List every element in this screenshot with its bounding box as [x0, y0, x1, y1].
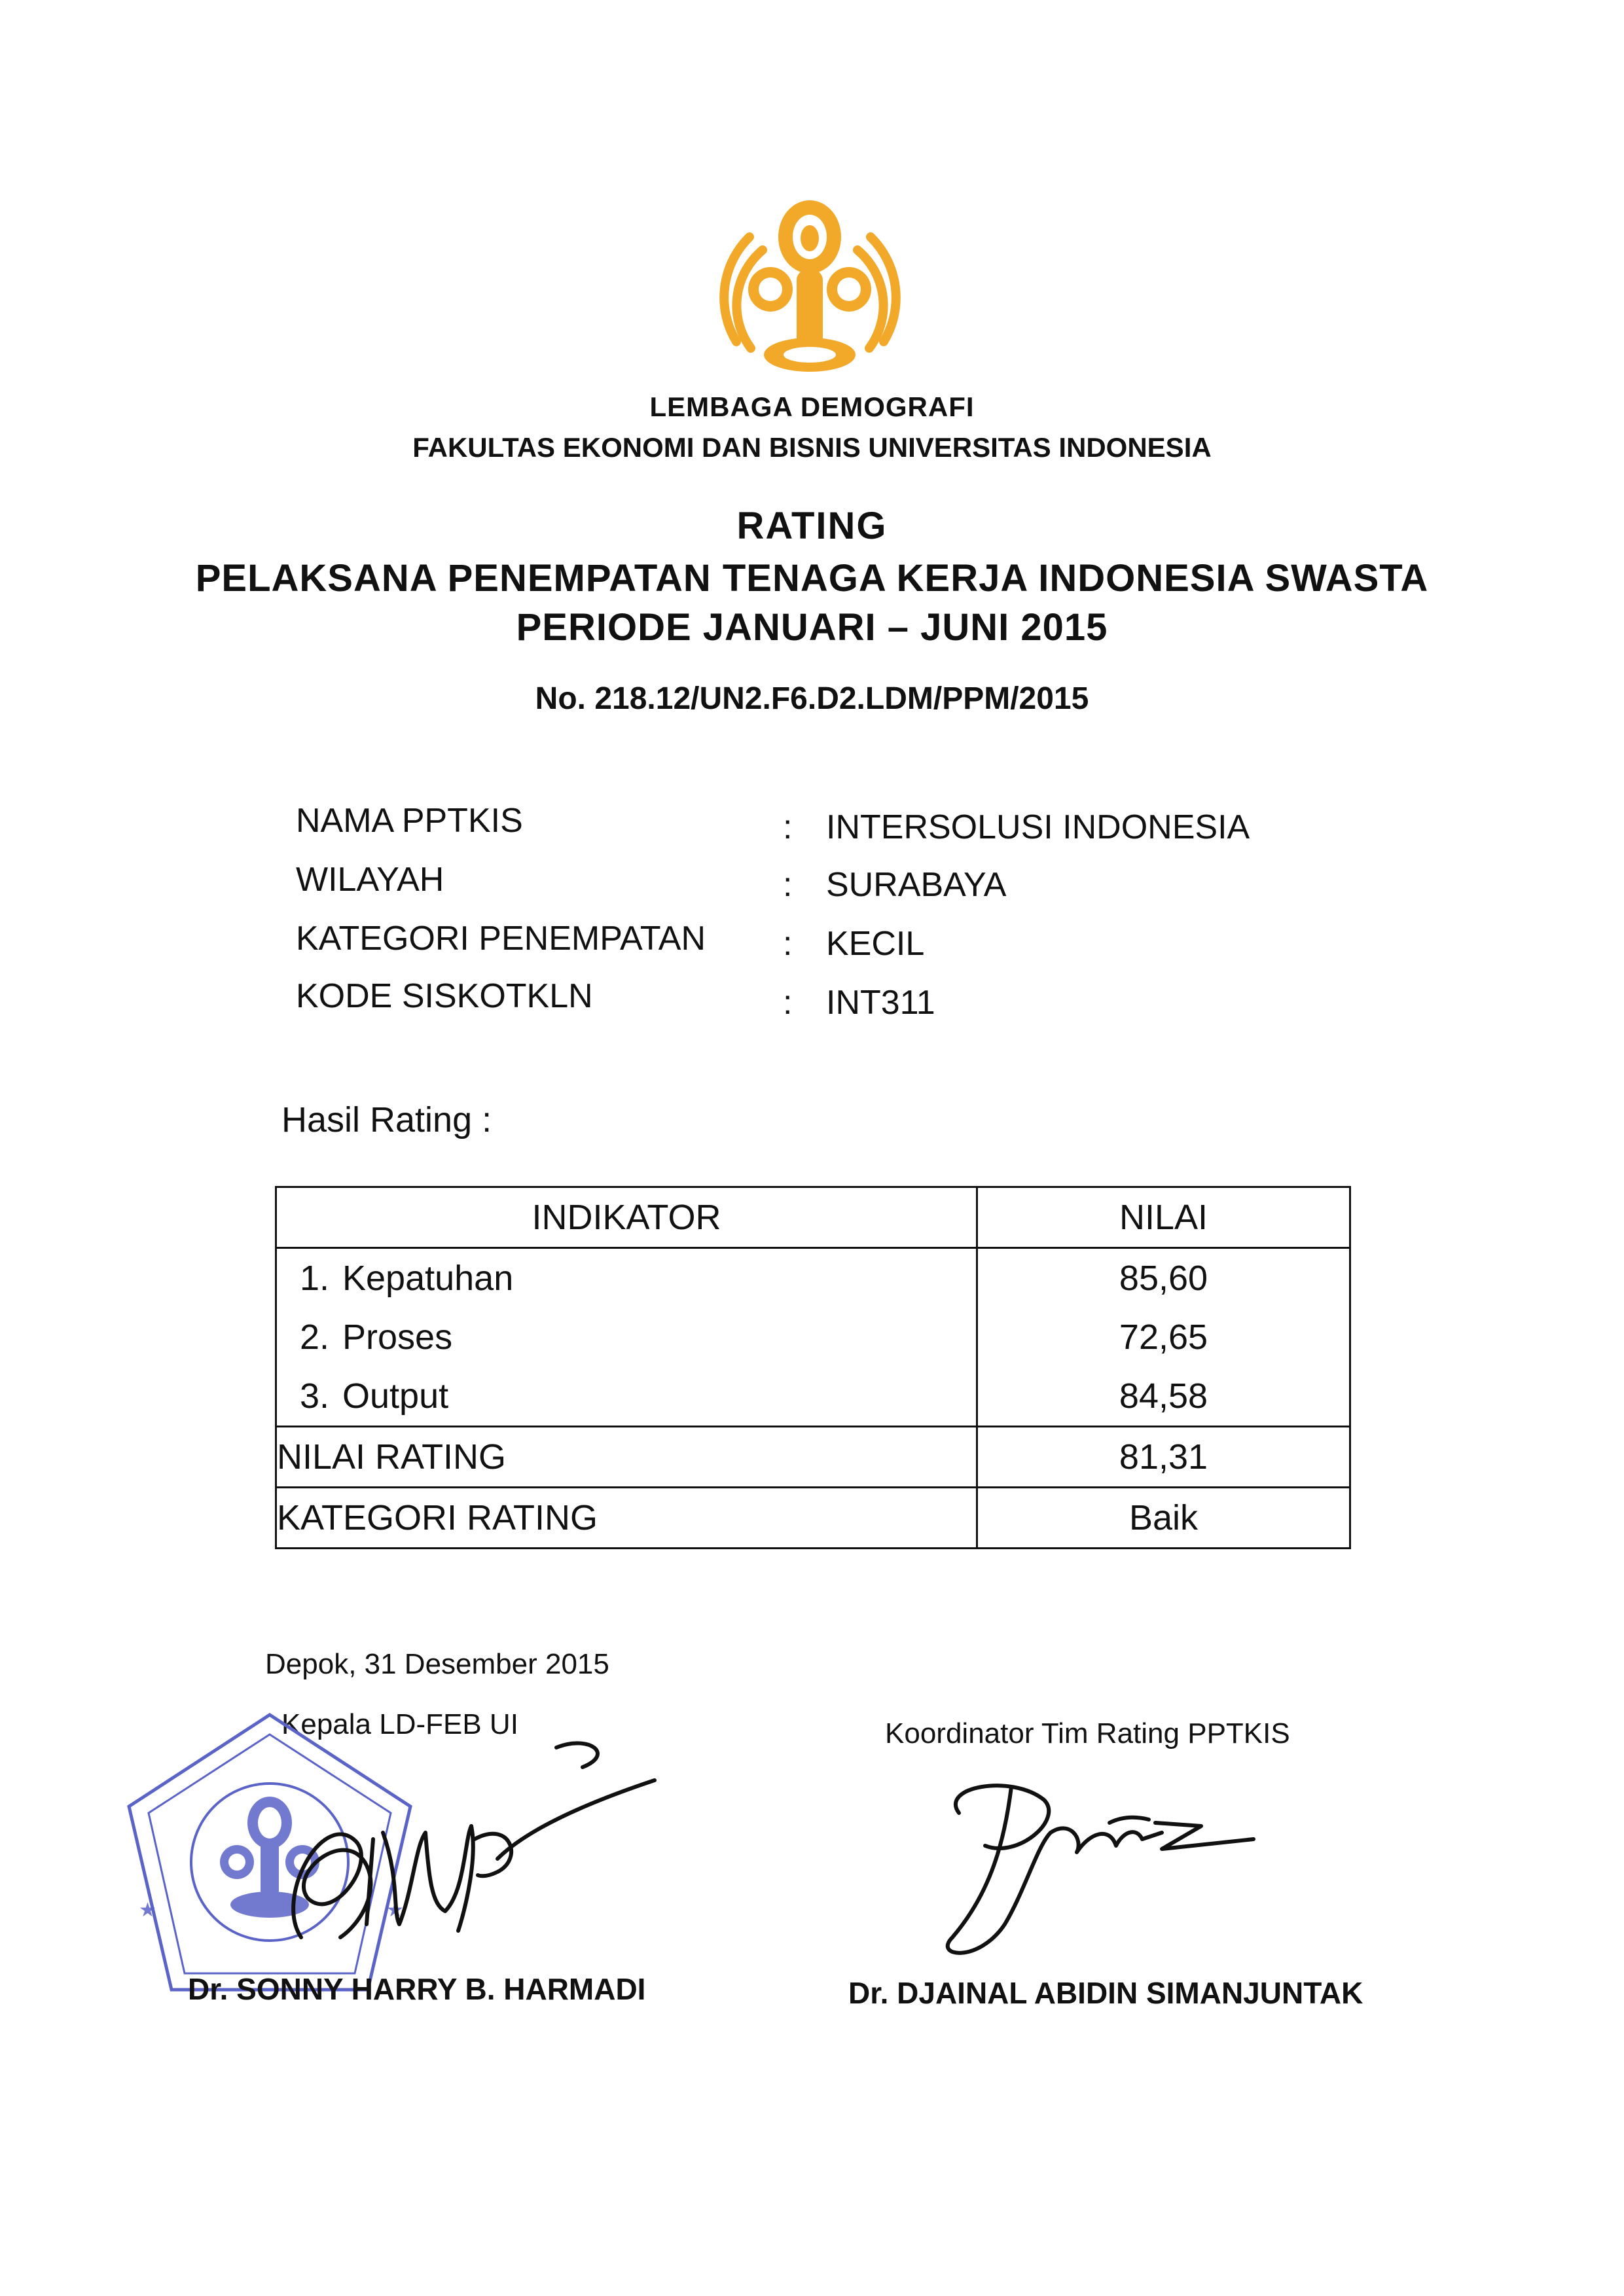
table-row [276, 1308, 1350, 1367]
row-label: Proses [342, 1318, 453, 1357]
kategori-rating-row [276, 1488, 1350, 1549]
row-number: 2. [299, 1318, 329, 1357]
right-signatory-title: Koordinator Tim Rating PPTKIS [885, 1717, 1290, 1749]
row-label: Output [342, 1376, 449, 1416]
document-period: PERIODE JANUARI – JUNI 2015 [516, 606, 1108, 649]
document-subtitle: PELAKSANA PENEMPATAN TENAGA KERJA INDONESIA SWASTA [195, 557, 1429, 600]
document-number: No. 218.12/UN2.F6.D2.LDM/PPM/2015 [535, 681, 1089, 716]
info-colon: : [783, 984, 793, 1022]
row-value: 84,58 [977, 1367, 1350, 1427]
nilai-rating-value: 81,31 [977, 1427, 1350, 1488]
info-label-kategori: KATEGORI PENEMPATAN [296, 920, 706, 958]
institution-name: LEMBAGA DEMOGRAFI [649, 391, 975, 422]
column-header-nilai: NILAI [977, 1187, 1350, 1248]
row-value: 72,65 [977, 1308, 1350, 1367]
left-signature [249, 1728, 681, 1977]
info-value-nama: INTERSOLUSI INDONESIA [826, 808, 1250, 846]
info-label-kode: KODE SISKOTKLN [296, 977, 593, 1015]
kategori-rating-label: KATEGORI RATING [276, 1488, 977, 1549]
right-signatory-name: Dr. DJAINAL ABIDIN SIMANJUNTAK [848, 1976, 1363, 2010]
svg-text:★: ★ [386, 1899, 404, 1922]
nilai-rating-label: NILAI RATING [276, 1427, 977, 1488]
left-signatory-title: Kepala LD-FEB UI [281, 1708, 518, 1740]
svg-text:★: ★ [139, 1899, 156, 1922]
column-header-indikator: INDIKATOR [276, 1187, 977, 1248]
kategori-rating-value: Baik [977, 1488, 1350, 1549]
row-label: Kepatuhan [342, 1259, 514, 1298]
info-value-wilayah: SURABAYA [826, 866, 1007, 904]
info-value-kategori: KECIL [826, 925, 925, 963]
table-header-row [276, 1187, 1350, 1248]
hasil-rating-label: Hasil Rating : [281, 1100, 492, 1139]
university-logo [710, 191, 910, 387]
rating-table [275, 1186, 1351, 1549]
right-signature [913, 1761, 1280, 1970]
table-row [276, 1367, 1350, 1427]
row-value: 85,60 [977, 1248, 1350, 1308]
faculty-name: FAKULTAS EKONOMI DAN BISNIS UNIVERSITAS INDONESIA [412, 432, 1212, 463]
info-colon: : [783, 808, 793, 846]
info-colon: : [783, 925, 793, 963]
info-label-wilayah: WILAYAH [296, 861, 444, 899]
info-value-kode: INT311 [826, 984, 935, 1022]
info-colon: : [783, 866, 793, 904]
row-number: 1. [299, 1259, 329, 1298]
row-number: 3. [299, 1376, 329, 1416]
info-label-nama: NAMA PPTKIS [296, 802, 523, 840]
table-row [276, 1248, 1350, 1308]
nilai-rating-row [276, 1427, 1350, 1488]
left-signatory-name: Dr. SONNY HARRY B. HARMADI [188, 1972, 646, 2006]
place-date: Depok, 31 Desember 2015 [265, 1648, 609, 1680]
document-title: RATING [736, 505, 888, 547]
